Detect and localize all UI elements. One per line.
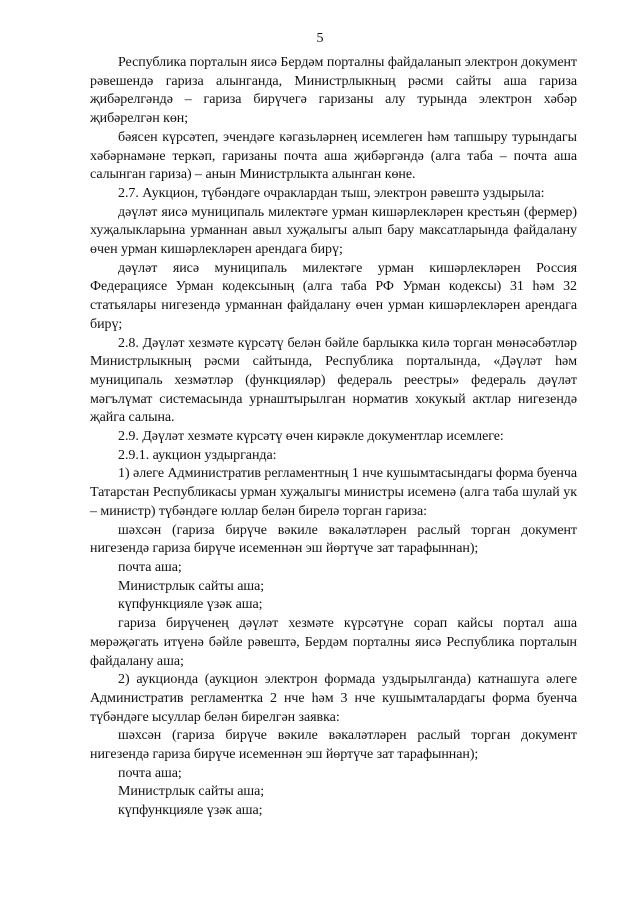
paragraph-3: 2.7. Аукцион, түбәндәге очраклардан тыш, электрон рәвештә уздырыла: [118, 185, 545, 201]
paragraph-13: күпфункцияле үзәк аша; [118, 597, 263, 613]
page-number: 5 [316, 31, 324, 46]
paragraph-10: шәхсән (гариза бирүче вәкиле вәкаләтләрен раслый торган документ нигезендә гариза бирүче исеменнән эш йөртүче зат тарафыннан); [90, 522, 577, 557]
paragraph-7: 2.9. Дәүләт хезмәте күрсәтү өчен кирәкле документлар исемлеге: [118, 429, 504, 445]
paragraph-14: гариза бирүченең дәүләт хезмәте күрсәтүне сорап кайсы портал аша мөрәҗәгать итүенә бәйле рәвештә, Бердәм порталны яисә Республика порталын файдалану аша; [90, 616, 577, 669]
paragraph-6: 2.8. Дәүләт хезмәте күрсәтү белән бәйле барлыкка килә торган мөнәсәбәтләр Министрлыкның рәсми сайтында, Республика порталында, «Дәүләт һәм муниципаль хезмәтләр (функцияләр) федераль реестры» федераль дәүләт мәгълүмат системасында урнаштырылган норматив хокукый актлар нигезендә җайга салына. [90, 335, 577, 426]
paragraph-8: 2.9.1. аукцион уздырганда: [118, 447, 277, 463]
paragraph-1: Республика порталын яисә Бердәм порталны файдаланып электрон документ рәвешендә гариза алынганда, Министрлыкның рәсми сайты аша гариза җибәрелгәндә – гариза бирүчегә гаризаны алу турында электрон хәбәр җибәрелгән көн; [90, 55, 577, 127]
paragraph-19: күпфункцияле үзәк аша; [118, 803, 263, 819]
paragraph-17: почта аша; [118, 765, 182, 781]
paragraph-2: бәясен күрсәтеп, эчендәге кәгазьләрнең исемлеген һәм тапшыру турындагы хәбәрнамәне теркәп, гаризаны почта аша җибәргәндә (алга таба – почта аша салынган гариза) – анын Министрлыкта алынган көне. [90, 129, 577, 183]
paragraph-4: дәүләт яисә муниципаль милектәге урман кишәрлекләрен крестьян (фермер) хуҗалыкларына урманнан авыл хуҗалыгы алып бару максатларында файдалану өчен урман кишәрлекләрен арендага бирү; [90, 204, 577, 258]
paragraph-12: Министрлык сайты аша; [118, 578, 265, 594]
paragraph-18: Министрлык сайты аша; [118, 784, 265, 800]
paragraph-11: почта аша; [118, 559, 182, 575]
paragraph-9: 1) әлеге Административ регламентның 1 нче кушымтасындагы форма буенча Татарстан Республикасы урман хуҗалыгы министры исеменә (алга таба шулай ук – министр) түбәндәге юллар белән бирелә торган гариза: [90, 466, 577, 519]
document-body [90, 54, 577, 821]
paragraph-16: шәхсән (гариза бирүче вәкиле вәкаләтләрен раслый торган документ нигезендә гариза бирүче исеменнән эш йөртүче зат тарафыннан); [90, 728, 577, 763]
paragraph-15: 2) аукционда (аукцион электрон формада уздырылганда) катнашуга әлеге Административ регламентка 2 нче һәм 3 нче кушымталардагы форма буенча түбәндәге ысуллар белән бирелгән заявка: [90, 672, 577, 725]
paragraph-5: дәүләт яисә муниципаль милектәге урман кишәрлекләрен Россия Федерациясе Урман кодексының (алга таба РФ Урман кодексы) 31 һәм 32 статьялары нигезендә урманнан файдалану өчен урман кишәрлекләрен арендага бирү; [90, 260, 577, 332]
